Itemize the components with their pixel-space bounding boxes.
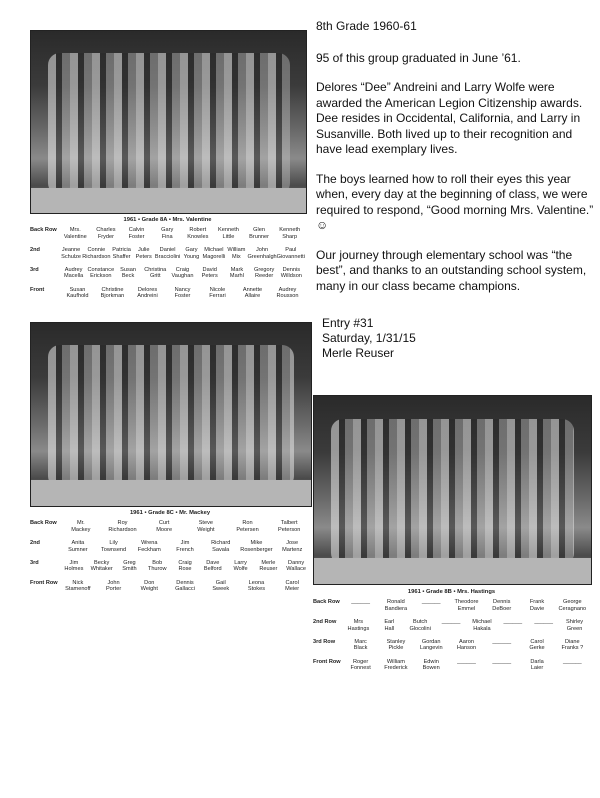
student-name: William Mix [227,247,246,260]
student-name: Gregory Reeder [254,267,275,280]
student-name: Diane Franks ? [561,639,584,652]
student-name: ______ [562,658,582,665]
roster-row [30,287,305,300]
student-name: Steve Weight [197,520,215,533]
student-name: Julie Peters [135,247,152,260]
student-name: Glen Brunner [249,227,270,240]
roster-row [313,599,590,612]
student-name: Daniel Bracciolini [154,247,181,260]
student-name: Dennis Willdson [280,267,302,280]
student-name: ______ [351,599,370,606]
student-name: Paul Giovannetti [276,247,305,260]
student-name: Dennis DeBoer [492,599,512,612]
row-label: Front Row [30,579,58,586]
student-name: Calvin Foster [128,227,145,240]
student-name: Merle Reuser [259,560,278,573]
class-photo-8b [313,395,592,585]
student-name: Connie Richardson [82,247,111,260]
student-name: Darla Laier [530,658,544,672]
student-name: Aaron Hanson [456,639,477,652]
student-name: Marc Black [353,639,368,652]
student-name: ______ [492,658,512,665]
student-name: ______ [421,599,441,606]
student-name: Bob Thurow [147,560,167,573]
row-label: 3rd Row [313,639,336,646]
heading: 8th Grade 1960-61 [316,19,417,33]
roster-row [30,560,310,573]
student-name: Mrs Hastings [347,619,370,632]
student-name: Jim Holmes [64,560,84,573]
row-label: 2nd [30,247,40,254]
roster-row [313,639,590,652]
student-name: Nancy Foster [174,286,191,300]
student-name: Gordan Langevin [419,639,443,652]
student-name: Michael Magorelli [202,247,226,260]
student-name: Anita Sumner [68,540,88,553]
student-name: Richard Savala [211,540,231,553]
student-name: Susan Kaufhold [66,286,89,300]
student-name: Annette Allaire [242,286,263,300]
student-name: Charles Fryder [96,227,116,240]
roster-row [30,227,305,240]
student-name: Stanley Pickle [386,639,406,652]
student-name: Roger Fonnest [350,658,371,672]
student-name: Carol Gerke [529,639,545,652]
row-label: Front [30,286,45,293]
paragraph-awards: Delores “Dee” Andreini and Larry Wolfe were awarded the American Legion Citizenship awards. Dee resides in Occidental, California, and Larry in Susanville. Both lived up to their recognition and have lead exemplary lives. [316,80,583,156]
roster-caption: 1961 • Grade 8B • Mrs. Hastings [407,589,496,595]
student-name: Edwin Bowen [422,658,440,672]
student-name: Christine Bjorkman [100,286,125,300]
roster-8c [30,510,310,600]
row-label: Back Row [30,227,57,234]
student-name: Danny Wallace [286,560,306,573]
student-name: Leona Stokes [247,579,265,593]
roster-row [30,580,310,593]
entry-signature [322,316,416,361]
roster-8b [313,589,590,679]
student-name: Kenneth Little [218,227,239,240]
roster-row [30,520,310,533]
student-name: Dave Belford [203,560,222,573]
student-name: Gail Sweek [212,579,230,593]
student-name: Wrena Feckham [137,540,161,553]
row-label: Back Row [30,520,57,527]
student-name: ______ [534,619,554,626]
student-name: Susan Beck [120,267,136,280]
student-name: Butch Glocolini [409,619,431,632]
row-label: 2nd [30,540,40,547]
student-name: George Ceragnano [558,599,587,612]
student-name: Ron Petersen [236,520,259,533]
student-name: Robert Knowles [187,227,209,240]
paragraph-graduated: 95 of this group graduated in June ’61. [316,50,521,65]
student-name: Gary Young [183,247,200,260]
row-label: 3rd [30,267,39,274]
student-name: Dennis Gallacci [175,579,195,593]
entry-number: Entry #31 [322,316,374,330]
student-name: Craig Vaughan [171,267,194,280]
student-name: Ronald Bandiera [384,599,408,612]
student-name: Gary Fina [161,227,174,240]
student-name: John Greenhalgh [247,247,277,260]
row-label: Back Row [313,599,340,606]
roster-row [313,619,590,632]
student-name: Christina Gritt [144,267,167,280]
student-name: Nicole Ferrari [209,286,226,300]
roster-row [30,540,310,553]
student-name: Talbert Peterson [278,520,301,533]
student-name: Nick Stamenoff [65,579,91,593]
row-label: 3rd [30,560,39,567]
row-label: 2nd Row [313,619,337,626]
roster-row [30,267,305,280]
student-name: William Frederick [384,658,408,672]
paragraph-journey: Our journey through elementary school was “the best”, and thanks to an outstanding school system, many in our class became champions. [316,247,587,293]
student-name: Theodore Emmel [454,599,479,612]
student-name: Shirley Green [566,619,584,632]
student-name: Kenneth Sharp [279,227,301,240]
student-name: Greg Smith [122,560,137,573]
student-name: Michael Hakala [472,619,492,632]
student-name: Lily Townsend [100,540,127,553]
student-name: Jeanne Schulze [61,247,82,260]
roster-8a [30,217,305,307]
student-name: John Porter [105,579,122,593]
student-name: Curt Moore [156,520,173,533]
class-photo-8c [30,322,312,507]
student-name: Craig Rose [178,560,192,573]
roster-row [30,247,305,260]
student-name: ______ [492,639,512,646]
student-name: Jose Martenz [282,540,303,553]
student-name: Larry Wolfe [233,560,248,573]
student-name: Becky Whitaker [90,560,113,573]
student-name: Mr. Mackey [71,520,91,533]
article-text [316,19,596,308]
student-name: Audrey Rousson [276,286,299,300]
roster-row [313,659,590,672]
student-name: Carol Meier [285,579,300,593]
student-name: Mark Marhl [229,267,244,280]
student-name: Earl Hall [384,619,395,632]
student-name: Mrs. Valentine [63,227,87,240]
student-name: Delores Andreini [137,286,158,300]
student-name: David Peters [201,267,218,280]
student-name: Frank Davie [529,599,545,612]
student-name: ______ [503,619,523,626]
student-name: ______ [457,658,476,665]
student-name: Audrey Macella [63,267,84,280]
student-name: Roy Richardson [108,520,137,533]
student-name: ______ [441,619,461,626]
student-name: Patricia Shaffer [112,247,131,260]
roster-caption: 1961 • Grade 8C • Mr. Mackey [129,510,211,516]
row-label: Front Row [313,658,341,665]
student-name: Don Weight [140,579,158,593]
class-photo-8a [30,30,307,214]
paragraph-valentine: The boys learned how to roll their eyes this year when, every day at the beginning of class, we were required to respond, “Good morning Mrs. Valentine.” ☺ [316,171,594,232]
student-name: Jim French [176,540,194,553]
entry-date: Saturday, 1/31/15 [322,331,416,345]
student-name: Constance Erickson [87,267,115,280]
student-name: Mike Rosenberger [240,540,273,553]
entry-author: Merle Reuser [322,346,395,360]
roster-caption: 1961 • Grade 8A • Mrs. Valentine [123,217,212,223]
